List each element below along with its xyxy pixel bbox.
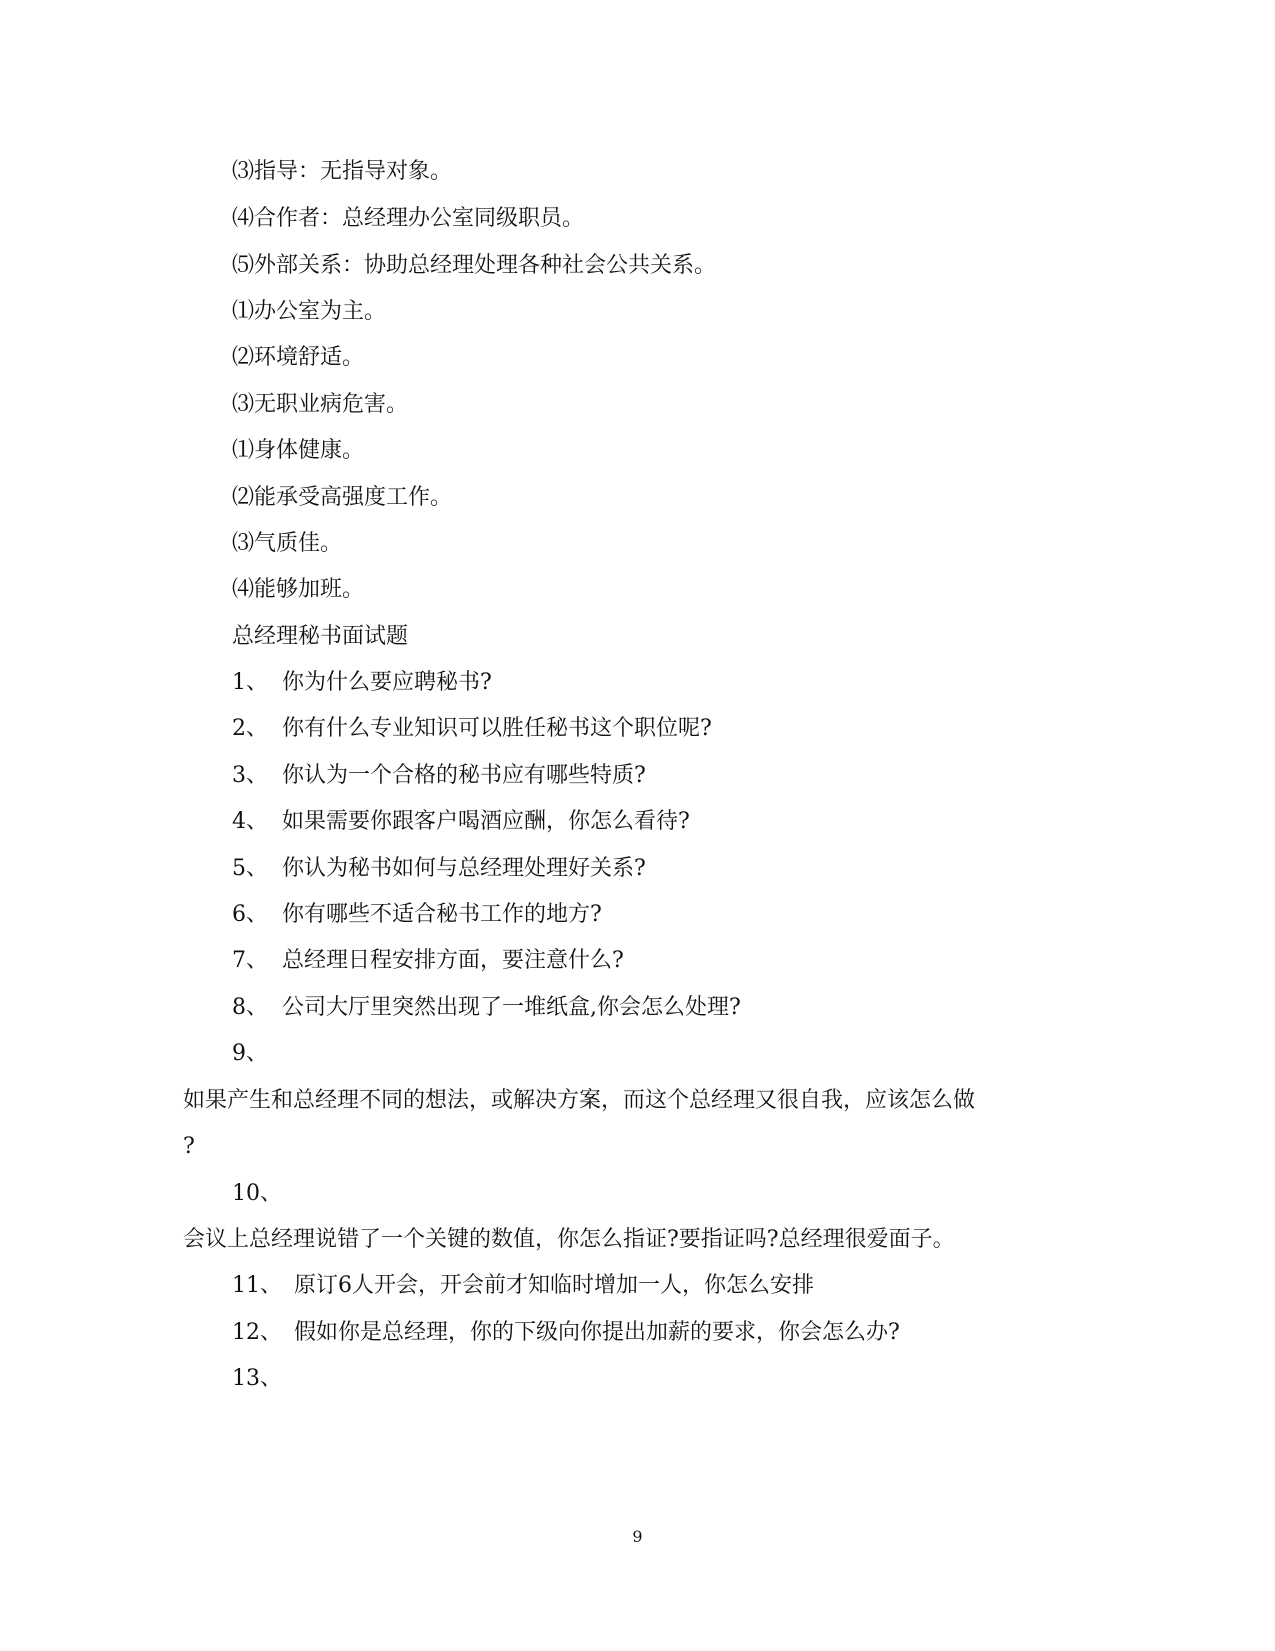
question-text-continued: ? xyxy=(183,1134,195,1159)
question-item xyxy=(232,1271,814,1301)
question-number: 4、 xyxy=(232,809,268,834)
question-number: 11、 xyxy=(232,1273,282,1298)
question-number: 5、 xyxy=(232,856,268,881)
question-number: 9、 xyxy=(232,1041,268,1066)
question-number: 7、 xyxy=(232,948,268,973)
question-text: 会议上总经理说错了一个关键的数值，你怎么指证?要指证吗?总经理很爱面子。 xyxy=(183,1227,955,1252)
question-text: 总经理日程安排方面，要注意什么? xyxy=(282,948,624,973)
section-heading: 总经理秘书面试题 xyxy=(232,624,409,649)
text-line: ⑷合作者：总经理办公室同级职员。 xyxy=(232,206,585,231)
question-item xyxy=(232,900,602,930)
question-number: 1、 xyxy=(232,670,268,695)
question-item xyxy=(232,714,712,744)
text-line: ⑴身体健康。 xyxy=(232,438,365,463)
question-number: 6、 xyxy=(232,902,268,927)
question-item xyxy=(232,1318,900,1348)
question-text: 原订6人开会，开会前才知临时增加一人，你怎么安排 xyxy=(294,1273,814,1298)
question-text: 假如你是总经理，你的下级向你提出加薪的要求，你会怎么办? xyxy=(294,1320,900,1345)
question-number: 8、 xyxy=(232,995,268,1020)
text-line: ⑸外部关系：协助总经理处理各种社会公共关系。 xyxy=(232,253,717,278)
question-item xyxy=(232,668,492,698)
question-number: 12、 xyxy=(232,1320,282,1345)
question-number: 3、 xyxy=(232,763,268,788)
question-text: 你为什么要应聘秘书? xyxy=(282,670,492,695)
question-number: 2、 xyxy=(232,716,268,741)
question-number: 10、 xyxy=(232,1181,282,1206)
question-item xyxy=(232,854,646,884)
question-text: 如果需要你跟客户喝酒应酬，你怎么看待? xyxy=(282,809,690,834)
question-text: 你认为秘书如何与总经理处理好关系? xyxy=(282,856,646,881)
text-line: ⑷能够加班。 xyxy=(232,577,365,602)
question-text: 公司大厅里突然出现了一堆纸盒,你会怎么处理? xyxy=(282,995,741,1020)
text-line: ⑶无职业病危害。 xyxy=(232,392,409,417)
text-line: ⑴办公室为主。 xyxy=(232,299,387,324)
question-item xyxy=(232,946,624,976)
text-line: ⑵环境舒适。 xyxy=(232,345,365,370)
text-line: ⑵能承受高强度工作。 xyxy=(232,485,453,510)
question-text: 你认为一个合格的秘书应有哪些特质? xyxy=(282,763,646,788)
question-item xyxy=(232,761,646,791)
text-line: ⑶气质佳。 xyxy=(232,531,343,556)
question-text: 你有什么专业知识可以胜任秘书这个职位呢? xyxy=(282,716,712,741)
page-number: 9 xyxy=(632,1527,643,1546)
question-item xyxy=(232,807,690,837)
question-number: 13、 xyxy=(232,1366,282,1391)
question-text: 你有哪些不适合秘书工作的地方? xyxy=(282,902,602,927)
question-text: 如果产生和总经理不同的想法，或解决方案，而这个总经理又很自我，应该怎么做 xyxy=(183,1088,976,1113)
text-line: ⑶指导：无指导对象。 xyxy=(232,159,453,184)
question-item xyxy=(232,993,741,1023)
